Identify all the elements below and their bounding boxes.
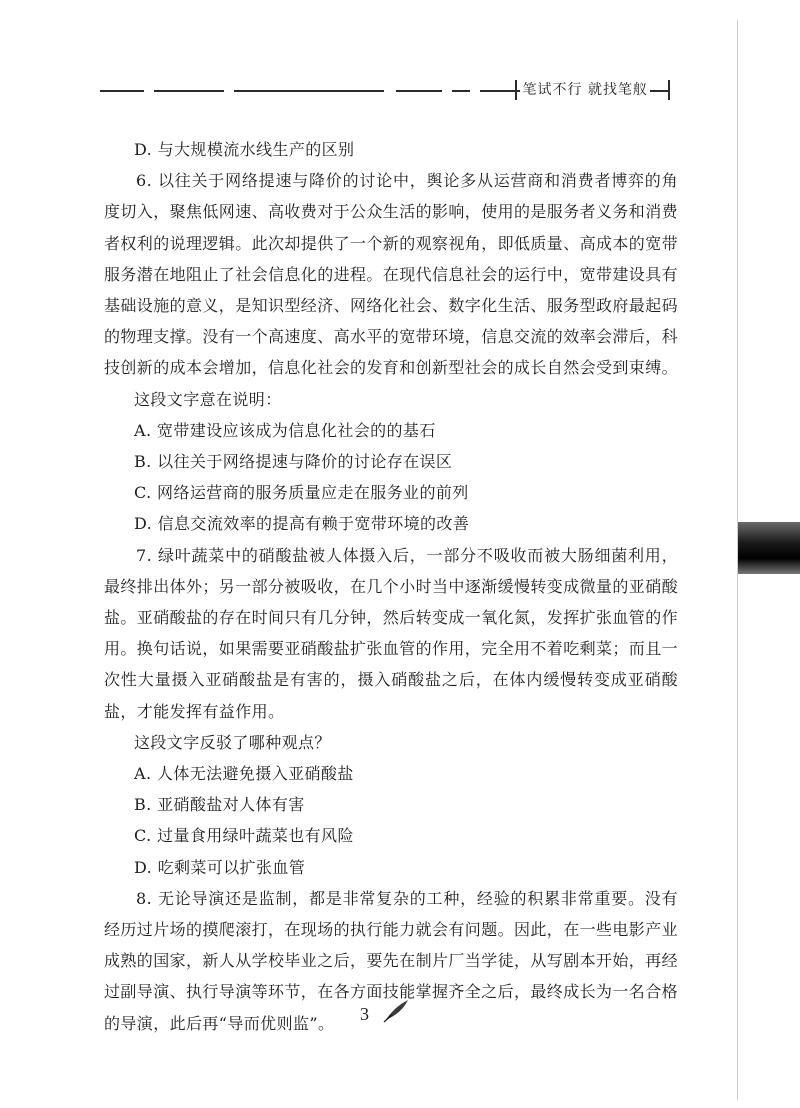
q7-question: 这段文字反驳了哪种观点？ <box>134 732 331 752</box>
page-content <box>104 134 678 1039</box>
header-rule-tail <box>650 90 668 92</box>
page-number: 3 <box>360 1004 369 1024</box>
header-rule-segment <box>396 90 442 92</box>
q6-option-a: A. 宽带建设应该成为信息化社会的的基石 <box>134 420 436 440</box>
running-header <box>100 76 670 104</box>
header-rule-segment <box>452 90 470 92</box>
q7-option-a: A. 人体无法避免摄入亚硝酸盐 <box>134 764 354 784</box>
header-rule-end <box>668 80 670 100</box>
q6-question: 这段文字意在说明： <box>134 389 282 409</box>
q7-option-d: D. 吃剩菜可以扩张血管 <box>134 857 306 877</box>
q6-option-c: C. 网络运营商的服务质量应走在服务业的前列 <box>134 483 469 503</box>
page-edge-tab <box>738 522 800 574</box>
header-rule-segment <box>154 90 224 92</box>
q7-passage: 7. 绿叶蔬菜中的硝酸盐被人体摄入后，一部分不吸收而被大肠细菌利用，最终排出体外；另一部分被吸收，在几个小时当中逐渐缓慢转变成微量的亚硝酸盐。亚硝酸盐的存在时间只有几分钟，然后转变成一氧化氮，发挥扩张血管的作用。换句话说，如果需要亚硝酸盐扩张血管的作用，完全用不着吃剩菜；而且一次性大量摄入亚硝酸盐是有害的，摄入硝酸盐之后，在体内缓慢转变成亚硝酸盐，才能发挥有益作用。 <box>104 545 679 721</box>
header-slogan: 笔试不行 就找笔舣 <box>515 80 648 100</box>
q5-option-d: D. 与大规模流水线生产的区别 <box>134 140 355 159</box>
q6-option-d: D. 信息交流效率的提高有赖于宽带环境的改善 <box>134 514 470 534</box>
header-rule-segment <box>100 90 144 92</box>
q6-option-b: B. 以往关于网络提速与降价的讨论存在误区 <box>134 452 453 472</box>
q7-option-b: B. 亚硝酸盐对人体有害 <box>134 795 305 815</box>
header-rule-segment <box>234 90 384 92</box>
q7-option-c: C. 过量食用绿叶蔬菜也有风险 <box>134 826 354 846</box>
q6-passage: 6. 以往关于网络提速与降价的讨论中，舆论多从运营商和消费者博弈的角度切入，聚焦低网速、高收费对于公众生活的影响，使用的是服务者义务和消费者权利的说理逻辑。此次却提供了一个新的观察视角，即低质量、高成本的宽带服务潜在地阻止了社会信息化的进程。在现代信息社会的运行中，宽带建设具有基础设施的意义，是知识型经济、网络化社会、数字化生活、服务型政府最起码的物理支撑。没有一个高速度、高水平的宽带环境，信息交流的效率会滞后，科技创新的成本会增加，信息化社会的发育和创新型社会的成长自然会受到束缚。 <box>104 171 679 378</box>
quill-icon <box>382 998 410 1024</box>
q8-passage: 8. 无论导演还是监制，都是非常复杂的工种，经验的积累非常重要。没有经历过片场的摸爬滚打，在现场的执行能力就会有问题。因此，在一些电影产业成熟的国家，新人从学校毕业之后，要先在制片厂当学徒，从写剧本开始，再经过副导演、执行导演等环节，在各方面技能掌握齐全之后，最终成长为一名合格的导演，此后再“导而优则监”。 <box>104 888 679 1033</box>
